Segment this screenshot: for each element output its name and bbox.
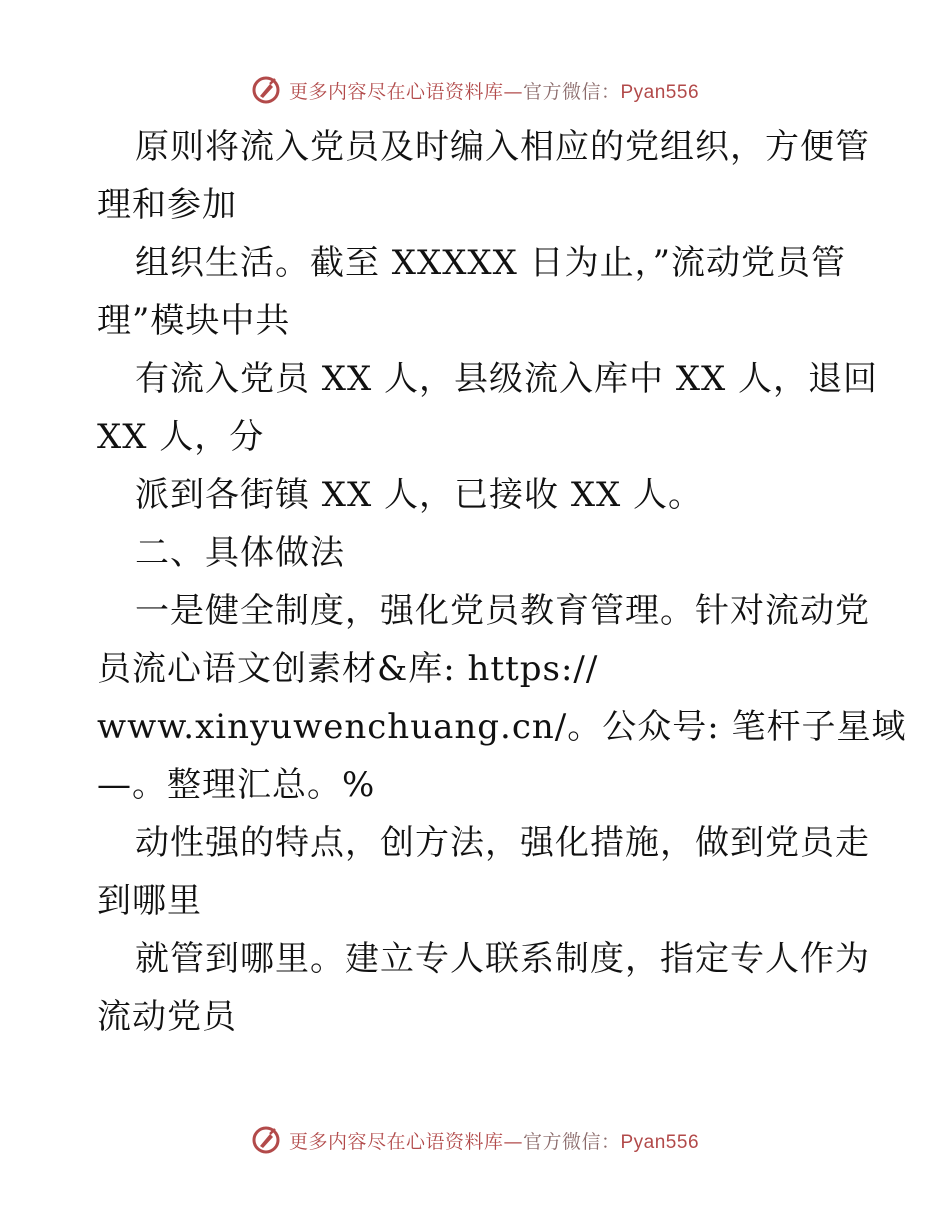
header-banner (0, 70, 950, 110)
text-line: 原则将流入党员及时编入相应的党组织，方便管 (135, 127, 870, 167)
text-line: 员流心语文创素材&库: https:// (97, 649, 599, 689)
banner-separator: — (503, 80, 523, 103)
banner-wechat-id: Pyan556 (620, 1131, 700, 1153)
banner-site: 更多内容尽在心语资料库 (288, 80, 504, 103)
text-line: —。整理汇总。% (97, 765, 376, 805)
text-line: 派到各街镇 XX 人，已接收 XX 人。 (135, 475, 704, 515)
text-line: 到哪里 (97, 881, 202, 921)
pen-nib-logo-icon (251, 75, 281, 105)
text-line: XX 人，分 (97, 417, 265, 457)
pen-nib-logo-icon (251, 1125, 281, 1155)
text-line: 有流入党员 XX 人，县级流入库中 XX 人，退回 (135, 359, 879, 399)
document-body (97, 118, 907, 1046)
text-line: 流动党员 (97, 997, 237, 1037)
section-heading: 二、具体做法 (135, 533, 345, 573)
text-line: www.xinyuwenchuang.cn/。公众号: 笔杆子星域 (97, 707, 907, 747)
banner-separator: — (503, 1130, 523, 1153)
banner-wechat-label: 官方微信： (522, 1130, 621, 1153)
footer-banner (0, 1120, 950, 1160)
text-line: 理和参加 (97, 185, 237, 225)
banner-text (289, 77, 699, 104)
text-line: 就管到哪里。建立专人联系制度，指定专人作为 (135, 939, 870, 979)
banner-text (289, 1127, 699, 1154)
text-line: 动性强的特点，创方法，强化措施，做到党员走 (135, 823, 870, 863)
banner-site: 更多内容尽在心语资料库 (288, 1130, 504, 1153)
text-line: 理”模块中共 (97, 301, 291, 341)
text-line: 组织生活。截至 XXXXX 日为止，”流动党员管 (135, 243, 847, 283)
text-line: 一是健全制度，强化党员教育管理。针对流动党 (135, 591, 870, 631)
banner-wechat-id: Pyan556 (620, 81, 700, 103)
banner-wechat-label: 官方微信： (522, 80, 621, 103)
